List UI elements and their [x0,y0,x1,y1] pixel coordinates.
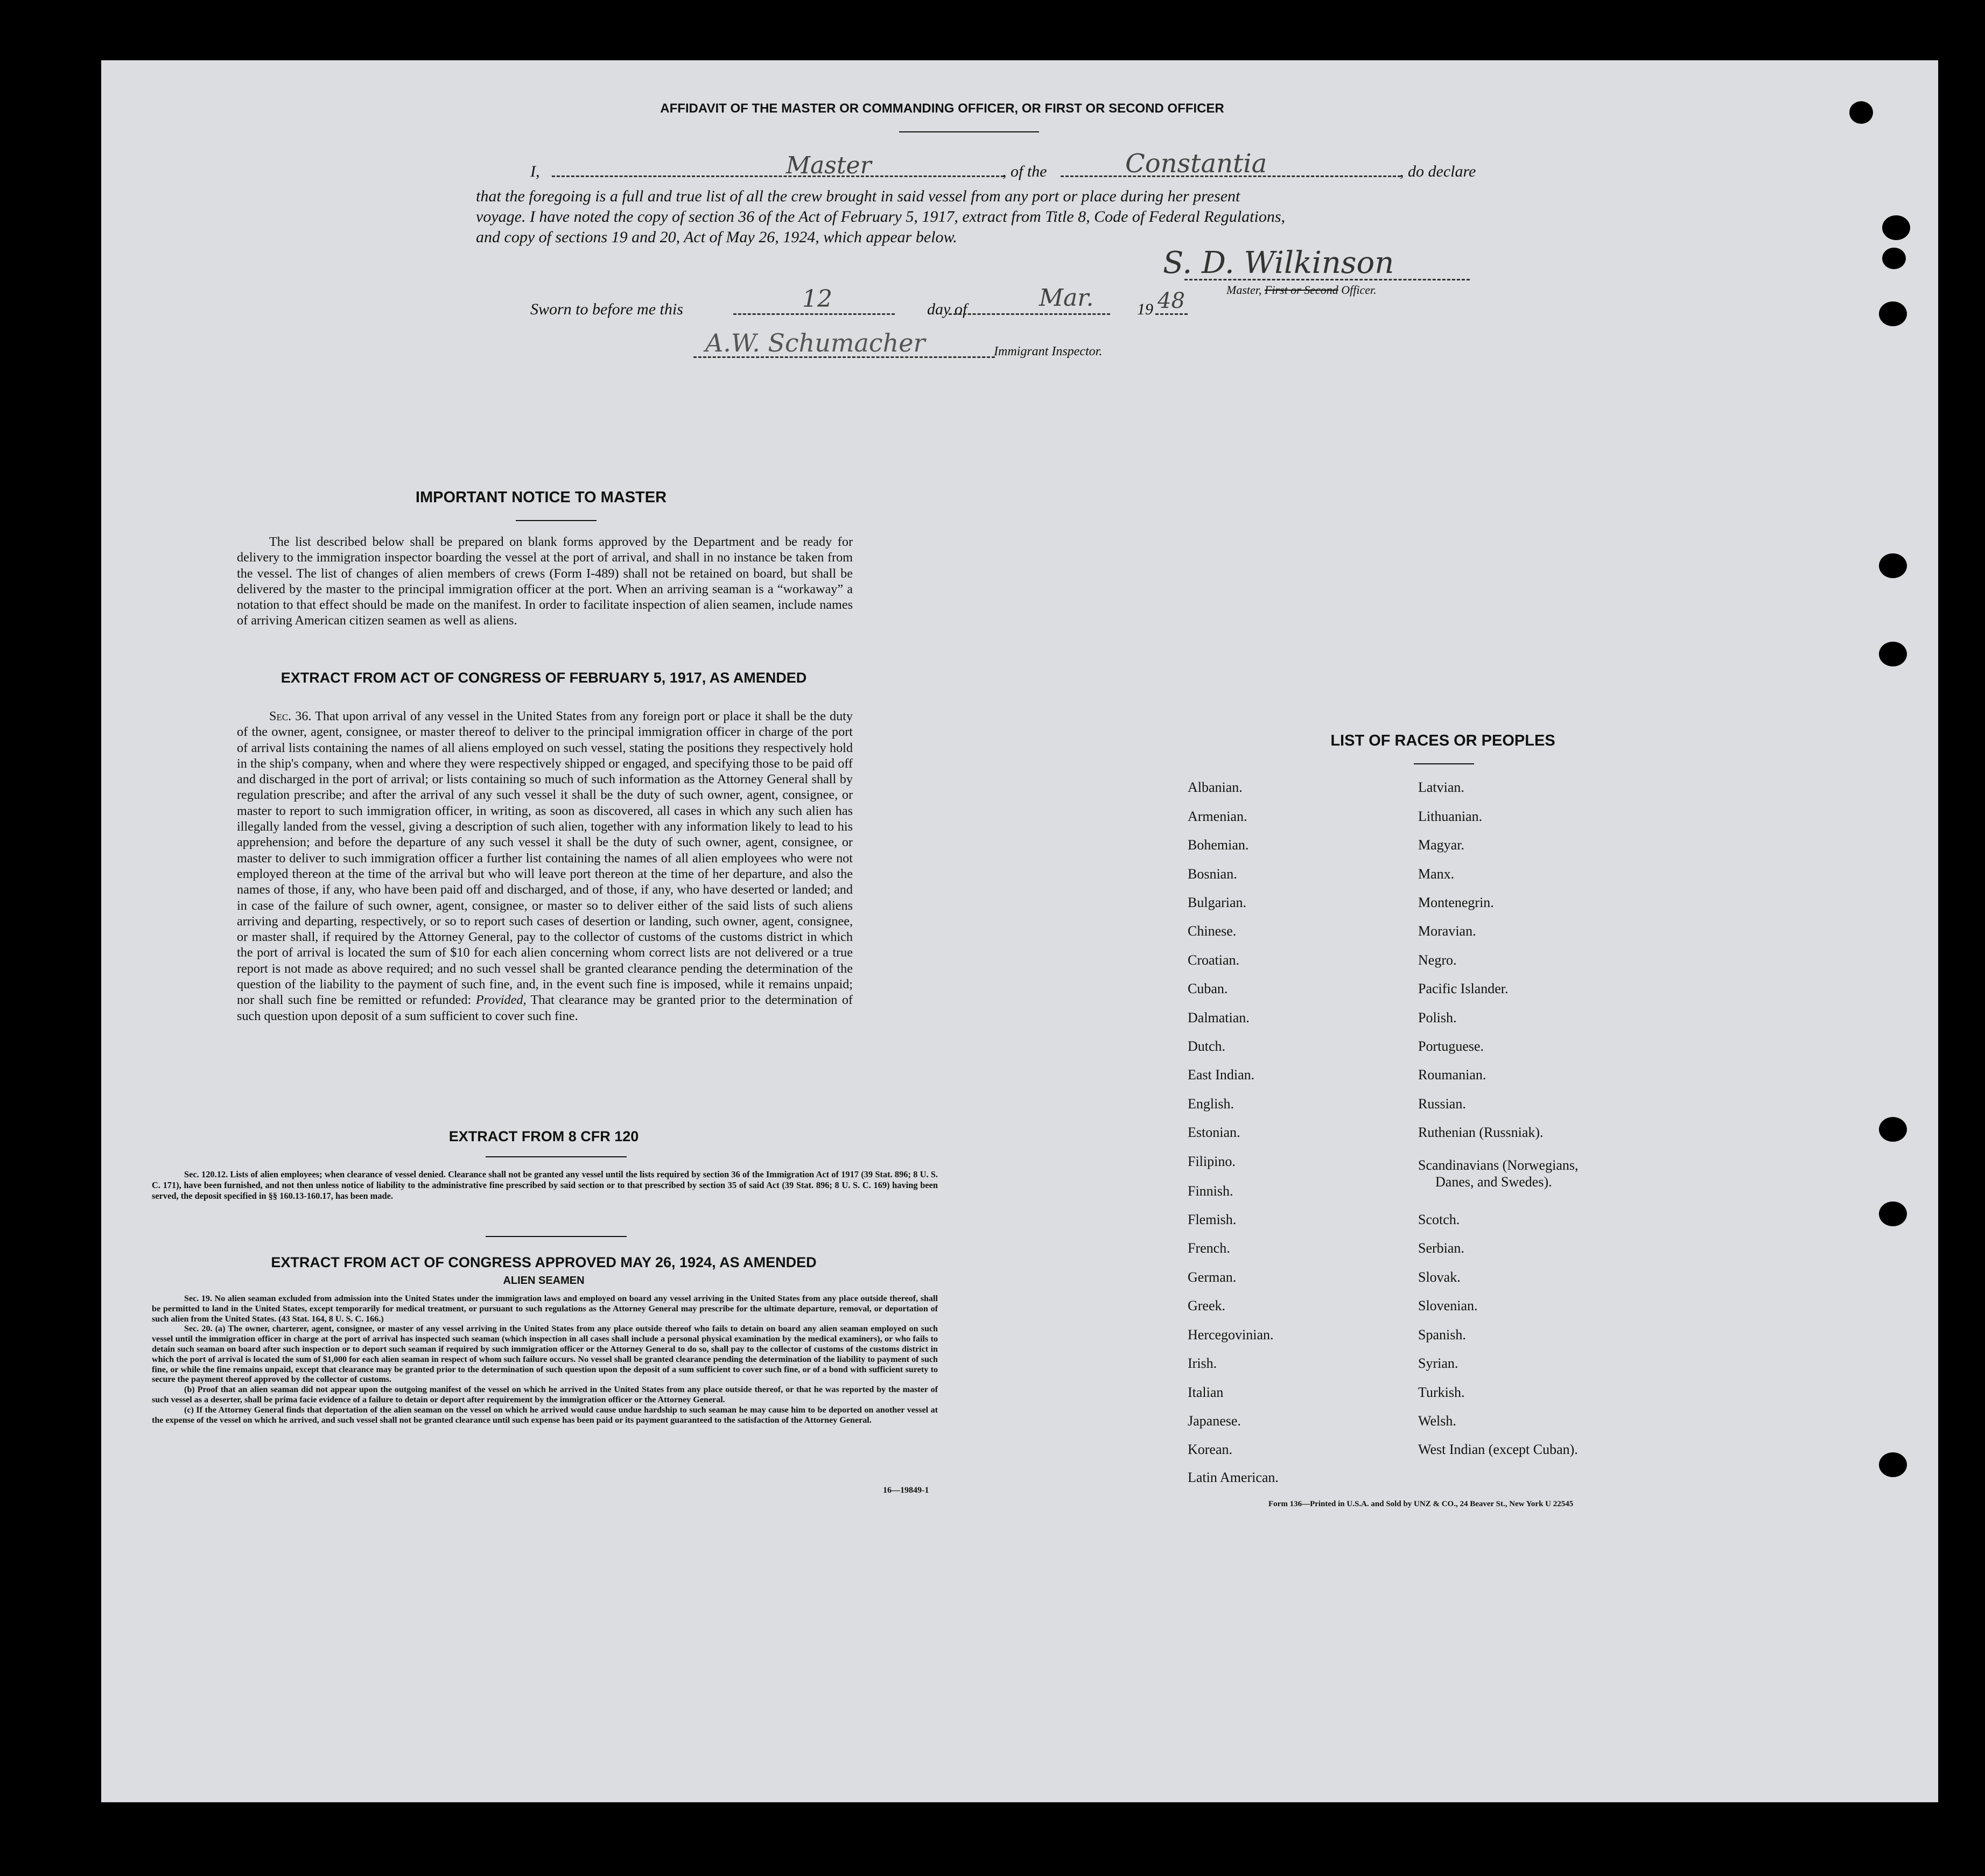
race-item: Montenegrin. [1418,895,1494,910]
inspector-caption: Immigrant Inspector. [994,345,1103,359]
race-item: Korean. [1188,1442,1233,1457]
race-item: Roumanian. [1418,1067,1486,1083]
sec-36-tail: That clearance may be granted prior to the determination of such question upon deposit of a sum sufficient to cover such fine. [237,993,853,1023]
race-item: Scotch. [1418,1212,1460,1227]
race-item: Slovak. [1418,1269,1461,1285]
races-rule [1414,763,1474,764]
race-item: Danes, and Swedes). [1435,1174,1552,1190]
sec-20a-paragraph: Sec. 20. (a) The owner, charterer, agent, consignee, or master of any vessel arriving in the United States from any place outside thereof who fails to detain on board any alien seaman employed on such vessel until the immigration officer in charge at the port of arrival has inspected such seaman (which inspection in all cases shall include a personal physical examination by the medical examiners), or who fails to detain such seaman on board after such inspection or to deport such seaman if required by such immigration officer or the Attorney General to do so, shall pay to the collector of customs of the customs district in which the port of arrival is located the sum of $1,000 for each alien seaman in respect of whom such failure occurs. No vessel shall be granted clearance pending the determination of the liability to payment of such fine, or while the fine remains unpaid, except that clearance may be granted prior to the determination of such question upon the deposit of a sum sufficient to cover such fine, or of a bond with sufficient surety to secure the payment thereof approved by the collector of customs. [152,1324,938,1385]
master-caption-b: Officer. [1338,283,1377,297]
inspector-signature: A.W. Schumacher [705,328,925,357]
race-item: Greek. [1188,1298,1226,1313]
master-caption-a: Master, [1226,283,1265,297]
year-line [1155,313,1188,315]
race-item: Latin American. [1188,1470,1279,1485]
declaration-of-the: , of the [1002,163,1047,180]
race-item: Spanish. [1418,1327,1466,1343]
race-item: Moravian. [1418,923,1476,939]
race-item: Dutch. [1188,1038,1226,1054]
race-item: Lithuanian. [1418,809,1483,824]
extract-1917-body [237,708,853,1024]
race-item: Cuban. [1188,981,1228,996]
sec-36-text: That upon arrival of any vessel in the United States from any foreign port or place it shall be the duty of the owner, agent, consignee, or master thereof to deliver to the principal immigration officer in charge of the port of arrival lists containing the names of all aliens employed on such vessel, stating the positions they respectively hold in the ship's company, when and where they were respectively shipped or engaged, and specifying those to be paid off and discharged in the port of arrival; or lists containing so much of such information as the Attorney General shall by regulation prescribe; and after the arrival of any such vessel it shall be the duty of such owner, agent, consignee, or master to report to such immigration officer, in writing, as soon as discovered, all cases in which any such alien has illegally landed from the vessel, giving a description of such alien, together with any information likely to lead to his apprehension; and before the departure of any such vessel it shall be the duty of such owner, agent, consignee, or master to deliver to such immigration officer a further list containing the names of all alien employees who were not employed thereon at the time of the arrival but who will leave port thereon at the time of her departure, and also the names of those, if any, who have been paid off and discharged, and of those, if any, who have deserted or landed; and in case of the failure of such owner, agent, consignee, or master so to deliver either of the said lists of such aliens arriving and departing, respectively, or so to report such cases of desertion or landing, such owner, agent, consignee, or master shall, if required by the Attorney General, pay to the collector of customs of the customs district in which the port of arrival is located the sum of $10 for each alien concerning whom correct lists are not delivered or a true report is not made as above required; and no such vessel shall be granted clearance pending the determination of the question of the liability to the payment of such fine, and, in the event such fine is imposed, while it remains unpaid; nor shall such fine be remitted or refunded: [237,709,853,1008]
punch-hole [1882,248,1906,269]
race-item: Scandinavians (Norwegians, [1418,1157,1579,1173]
races-title: LIST OF RACES OR PEOPLES [1330,732,1555,749]
race-item: Slovenian. [1418,1298,1478,1313]
race-item: Turkish. [1418,1385,1465,1400]
race-item: Italian [1188,1385,1224,1400]
race-item: Armenian. [1188,809,1247,824]
sec-20b-paragraph: (b) Proof that an alien seaman did not appear upon the outgoing manifest of the vessel on which he arrived in the United States from any place outside thereof, or that he was reported by the master of such vessel as a deserter, shall be prima facie evidence of a failure to detain or deport after requirement by the immigration officer or the Attorney General. [152,1385,938,1404]
race-item: East Indian. [1188,1067,1255,1083]
race-item: Estonian. [1188,1125,1240,1140]
year-prefix: 19 [1137,300,1153,318]
race-item: Bulgarian. [1188,895,1247,910]
punch-hole [1879,301,1907,326]
race-item: Pacific Islander. [1418,981,1509,996]
master-signature: S. D. Wilkinson [1163,245,1394,280]
sworn-day-value: 12 [802,285,832,313]
notice-title: IMPORTANT NOTICE TO MASTER [415,489,667,506]
extract-1924-body [152,1294,938,1425]
race-item: Russian. [1418,1096,1466,1112]
race-item: Bohemian. [1188,837,1249,853]
printer-footer: Form 136—Printed in U.S.A. and Sold by UNZ & CO., 24 Beaver St., New York U 22545 [1268,1500,1574,1508]
race-item: West Indian (except Cuban). [1418,1442,1578,1457]
affidavit-title: AFFIDAVIT OF THE MASTER OR COMMANDING OFFICER, OR FIRST OR SECOND OFFICER [660,101,1224,116]
sworn-day-line [733,313,895,315]
race-item: Syrian. [1418,1355,1458,1371]
notice-body: The list described below shall be prepared on blank forms approved by the Department and be ready for delivery to the immigration inspector boarding the vessel at the port of arrival, and shall in no instance be taken from the vessel. The list of changes of alien members of crews (Form I-489) shall not be retained on board, but shall be delivered by the master to the principal immigration officer at the port. When an arriving seaman is a “workaway” a notation to that effect should be made on the manifest. In order to facilitate inspection of alien seamen, include names of arriving American citizen seamen as well as aliens. [237,535,853,628]
declaration-line-2: that the foregoing is a full and true list of all the crew brought in said vessel from any port or place during her present [476,187,1240,205]
punch-hole [1879,642,1907,666]
punch-hole [1849,101,1873,124]
extract-1924-title: EXTRACT FROM ACT OF CONGRESS APPROVED MAY 26, 1924, AS AMENDED [271,1254,817,1270]
race-item: Serbian. [1418,1240,1464,1256]
sec-19-paragraph: Sec. 19. No alien seaman excluded from admission into the United States under the immigration laws and employed on board any vessel arriving in the United States from any place outside thereof, shall be permitted to land in the United States, except temporarily for medical treatment, or pursuant to such regulations as the Attorney General may prescribe for the ultimate departure, removal, or deportation of such alien from the United States. (43 Stat. 164, 8 U. S. C. 166.) [152,1294,938,1324]
sec-36-provided: Provided, [475,993,527,1008]
sec-36-label: Sec. 36. [269,709,312,723]
master-signature-line [1184,279,1470,280]
punch-hole [1879,1452,1907,1477]
race-item: Polish. [1418,1010,1457,1025]
alien-seamen-subtitle: ALIEN SEAMEN [503,1275,585,1287]
punch-hole [1882,215,1910,240]
race-item: Welsh. [1418,1413,1456,1429]
punch-hole [1879,1202,1907,1226]
declaration-do-declare: , do declare [1400,163,1476,180]
year-suffix: 48 [1158,289,1185,313]
sworn-month-line [949,313,1110,315]
declaration-line-3: voyage. I have noted the copy of section 36 of the Act of February 5, 1917, extract from Title 8, Code of Federal Regulations, [476,208,1286,226]
race-item: Japanese. [1188,1413,1241,1429]
race-item: Magyar. [1418,837,1464,853]
race-item: Irish. [1188,1355,1217,1371]
race-item: Croatian. [1188,952,1240,968]
sworn-month-value: Mar. [1039,284,1094,312]
sworn-label: Sworn to before me this [530,300,683,318]
race-item: Hercegovinian. [1188,1327,1274,1343]
declaration-i-label: I, [530,163,540,180]
race-item: English. [1188,1096,1234,1112]
declaration-line-4: and copy of sections 19 and 20, Act of May 26, 1924, which appear below. [476,228,957,246]
cfr-rule [486,1156,627,1157]
extract-1917-title: EXTRACT FROM ACT OF CONGRESS OF FEBRUARY 5, 1917, AS AMENDED [280,670,807,686]
race-item: Finnish. [1188,1183,1233,1199]
punch-hole [1879,1117,1907,1142]
sec-20c-paragraph: (c) If the Attorney General finds that deportation of the alien seaman on the vessel on which he arrived would cause undue hardship to such seaman he may cause him to be deported on another vessel at the expense of the vessel on which he arrived, and such vessel shall not be granted clearance until such expense has been paid or its payment guaranteed to the satisfaction of the Attorney General. [152,1405,938,1425]
race-item: Filipino. [1188,1154,1236,1169]
master-rank-line [552,175,1004,177]
race-item: Dalmatian. [1188,1010,1250,1025]
form-code: 16—19849-1 [883,1486,929,1495]
day-of-label: day of [927,300,967,318]
race-item: Chinese. [1188,923,1237,939]
race-item: Ruthenian (Russniak). [1418,1125,1544,1140]
master-rank-value: Master [786,152,872,179]
notice-rule [516,520,597,521]
punch-hole [1879,553,1907,578]
vessel-name-value: Constantia [1125,149,1267,179]
race-item: Flemish. [1188,1212,1237,1227]
master-caption [1226,283,1377,297]
race-item: Albanian. [1188,779,1243,795]
cfr-title: EXTRACT FROM 8 CFR 120 [448,1128,639,1144]
master-caption-struck: First or Second [1264,283,1338,297]
cfr-end-rule [486,1236,627,1237]
race-item: Portuguese. [1418,1038,1484,1054]
race-item: Manx. [1418,866,1455,882]
inspector-signature-line [693,356,995,358]
title-rule [899,131,1039,132]
race-item: Latvian. [1418,779,1464,795]
race-item: Negro. [1418,952,1457,968]
race-item: French. [1188,1240,1230,1256]
race-item: Bosnian. [1188,866,1237,882]
race-item: German. [1188,1269,1237,1285]
cfr-body: Sec. 120.12. Lists of alien employees; when clearance of vessel denied. Clearance shall not be granted any vessel until the lists required by section 36 of the Immigration Act of 1917 (39 Stat. 896; 8 U. S. C. 171), have been furnished, and not then unless notice of liability to the administrative fine prescribed by said section or to that prescribed by section 35 of said Act (39 Stat. 896; 8 U. S. C. 169) having been served, the deposit specified in §§ 160.13-160.17, has been made. [152,1169,938,1201]
